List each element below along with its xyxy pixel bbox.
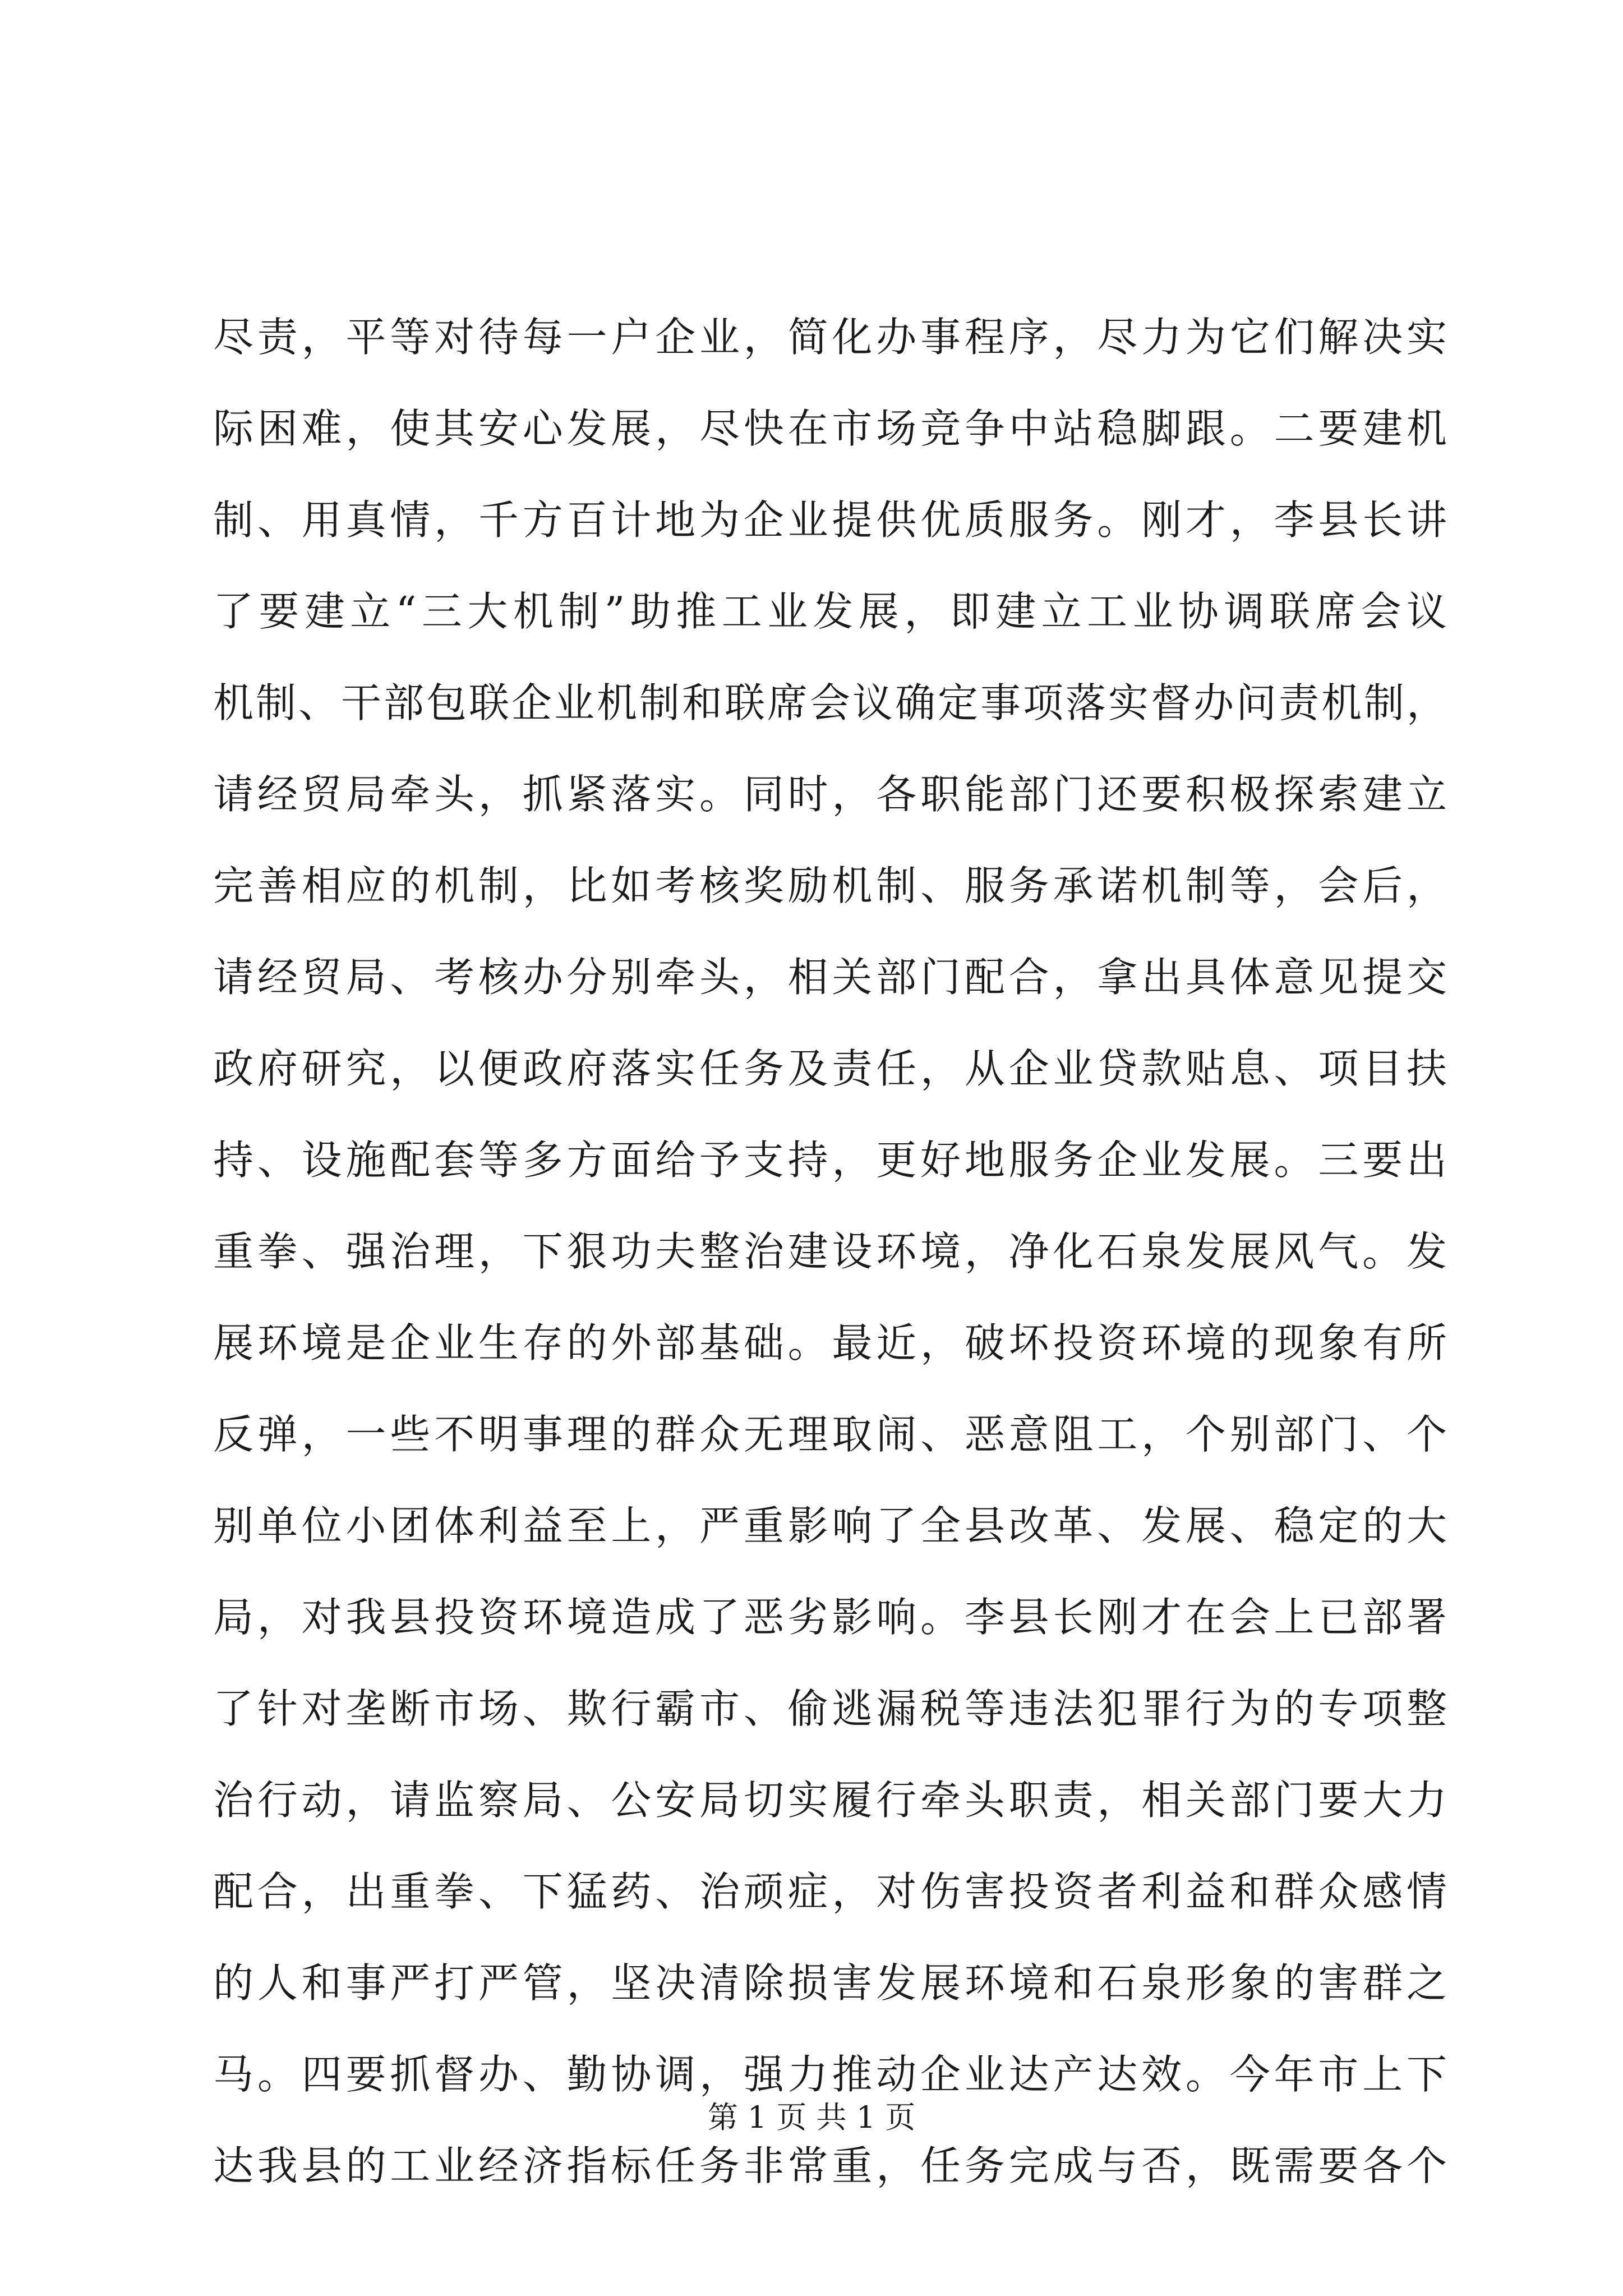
text-line: 马。四要抓督办、勤协调，强力推动企业达产达效。今年市上下 bbox=[213, 2051, 1447, 2098]
text-line: 请经贸局、考核办分别牵头，相关部门配合，拿出具体意见提交 bbox=[213, 954, 1447, 1001]
text-line: 机制、干部包联企业机制和联席会议确定事项落实督办问责机制， bbox=[213, 679, 1447, 726]
text-line: 配合，出重拳、下猛药、治顽症，对伤害投资者利益和群众感情 bbox=[213, 1868, 1447, 1915]
body-text bbox=[213, 292, 1447, 2212]
text-line: 达我县的工业经济指标任务非常重，任务完成与否，既需要各个 bbox=[213, 2142, 1447, 2189]
text-line: 制、用真情，千方百计地为企业提供优质服务。刚才，李县长讲 bbox=[213, 496, 1447, 544]
text-line: 的人和事严打严管，坚决清除损害发展环境和石泉形象的害群之 bbox=[213, 1959, 1447, 2007]
text-line: 别单位小团体利益至上，严重影响了全县改革、发展、稳定的大 bbox=[213, 1502, 1447, 1549]
text-line: 际困难，使其安心发展，尽快在市场竞争中站稳脚跟。二要建机 bbox=[213, 405, 1447, 452]
text-line: 持、设施配套等多方面给予支持，更好地服务企业发展。三要出 bbox=[213, 1137, 1447, 1184]
text-line: 局，对我县投资环境造成了恶劣影响。李县长刚才在会上已部署 bbox=[213, 1594, 1447, 1641]
page-number-footer: 第 1 页 共 1 页 bbox=[707, 2100, 916, 2135]
text-line: 尽责，平等对待每一户企业，简化办事程序，尽力为它们解决实 bbox=[213, 314, 1447, 361]
text-line: 政府研究，以便政府落实任务及责任，从企业贷款贴息、项目扶 bbox=[213, 1045, 1447, 1092]
text-line: 请经贸局牵头，抓紧落实。同时，各职能部门还要积极探索建立 bbox=[213, 771, 1447, 818]
text-line: 了针对垄断市场、欺行霸市、偷逃漏税等违法犯罪行为的专项整 bbox=[213, 1685, 1447, 1732]
text-line: 展环境是企业生存的外部基础。最近，破坏投资环境的现象有所 bbox=[213, 1319, 1447, 1366]
text-line: 完善相应的机制，比如考核奖励机制、服务承诺机制等，会后， bbox=[213, 862, 1447, 909]
text-line: 了要建立“三大机制”助推工业发展，即建立工业协调联席会议 bbox=[213, 588, 1447, 635]
text-line: 反弹，一些不明事理的群众无理取闹、恶意阻工，个别部门、个 bbox=[213, 1411, 1447, 1458]
text-line: 治行动，请监察局、公安局切实履行牵头职责，相关部门要大力 bbox=[213, 1777, 1447, 1824]
text-line: 重拳、强治理，下狠功夫整治建设环境，净化石泉发展风气。发 bbox=[213, 1228, 1447, 1275]
